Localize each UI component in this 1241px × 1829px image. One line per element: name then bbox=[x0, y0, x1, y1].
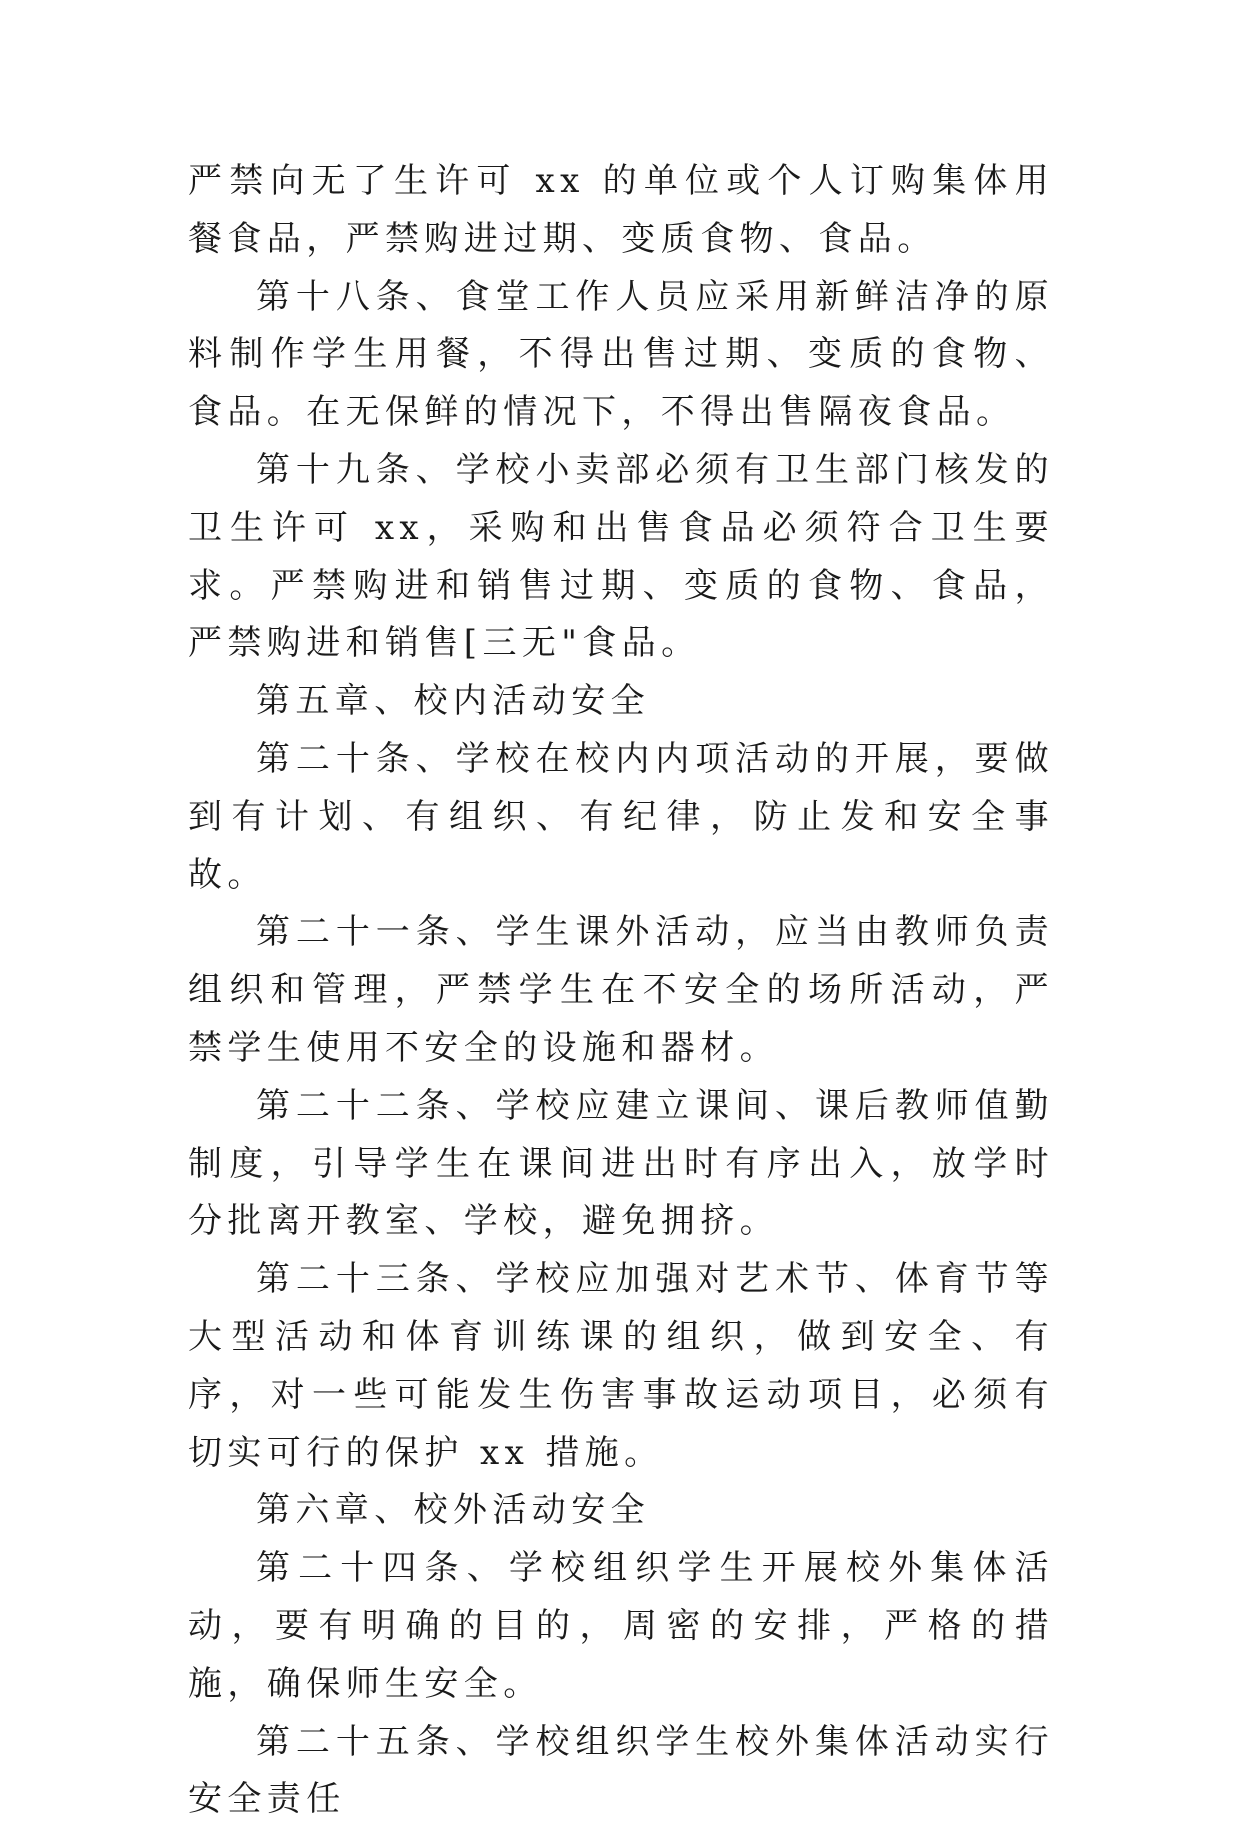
paragraph-article-23: 第二十三条、学校应加强对艺术节、体育节等大型活动和体育训练课的组织，做到安全、有序，对一些可能发生伤害事故运动项目，必须有切实可行的保护 xx 措施。 bbox=[188, 1259, 1054, 1473]
paragraph-article-19: 第十九条、学校小卖部必须有卫生部门核发的卫生许可 xx，采购和出售食品必须符合卫生要求。严禁购进和销售过期、变质的食物、食品，严禁购进和销售[三无"食品。 bbox=[188, 449, 1054, 664]
chapter-6-heading: 第六章、校外活动安全 bbox=[256, 1490, 650, 1531]
paragraph-article-20: 第二十条、学校在校内内项活动的开展，要做到有计划、有组织、有纪律，防止发和安全事故。 bbox=[188, 738, 1054, 895]
paragraph-article-18: 第十八条、食堂工作人员应采用新鲜洁净的原料制作学生用餐，不得出售过期、变质的食物、食品。在无保鲜的情况下，不得出售隔夜食品。 bbox=[188, 276, 1054, 433]
paragraph-article-22: 第二十二条、学校应建立课间、课后教师值勤制度，引导学生在课间进出时有序出入，放学时分批离开教室、学校，避免拥挤。 bbox=[188, 1085, 1054, 1242]
paragraph-1: 严禁向无了生许可 xx 的单位或个人订购集体用餐食品，严禁购进过期、变质食物、食品。 bbox=[188, 161, 1054, 259]
paragraph-article-24: 第二十四条、学校组织学生开展校外集体活动，要有明确的目的，周密的安排，严格的措施，确保师生安全。 bbox=[188, 1548, 1054, 1704]
chapter-5-heading: 第五章、校内活动安全 bbox=[256, 681, 650, 722]
document-body bbox=[188, 153, 1054, 1829]
paragraph-article-21: 第二十一条、学生课外活动，应当由教师负责组织和管理，严禁学生在不安全的场所活动，严禁学生使用不安全的设施和器材。 bbox=[188, 912, 1054, 1068]
paragraph-article-25: 第二十五条、学校组织学生校外集体活动实行安全责任 bbox=[188, 1721, 1054, 1820]
